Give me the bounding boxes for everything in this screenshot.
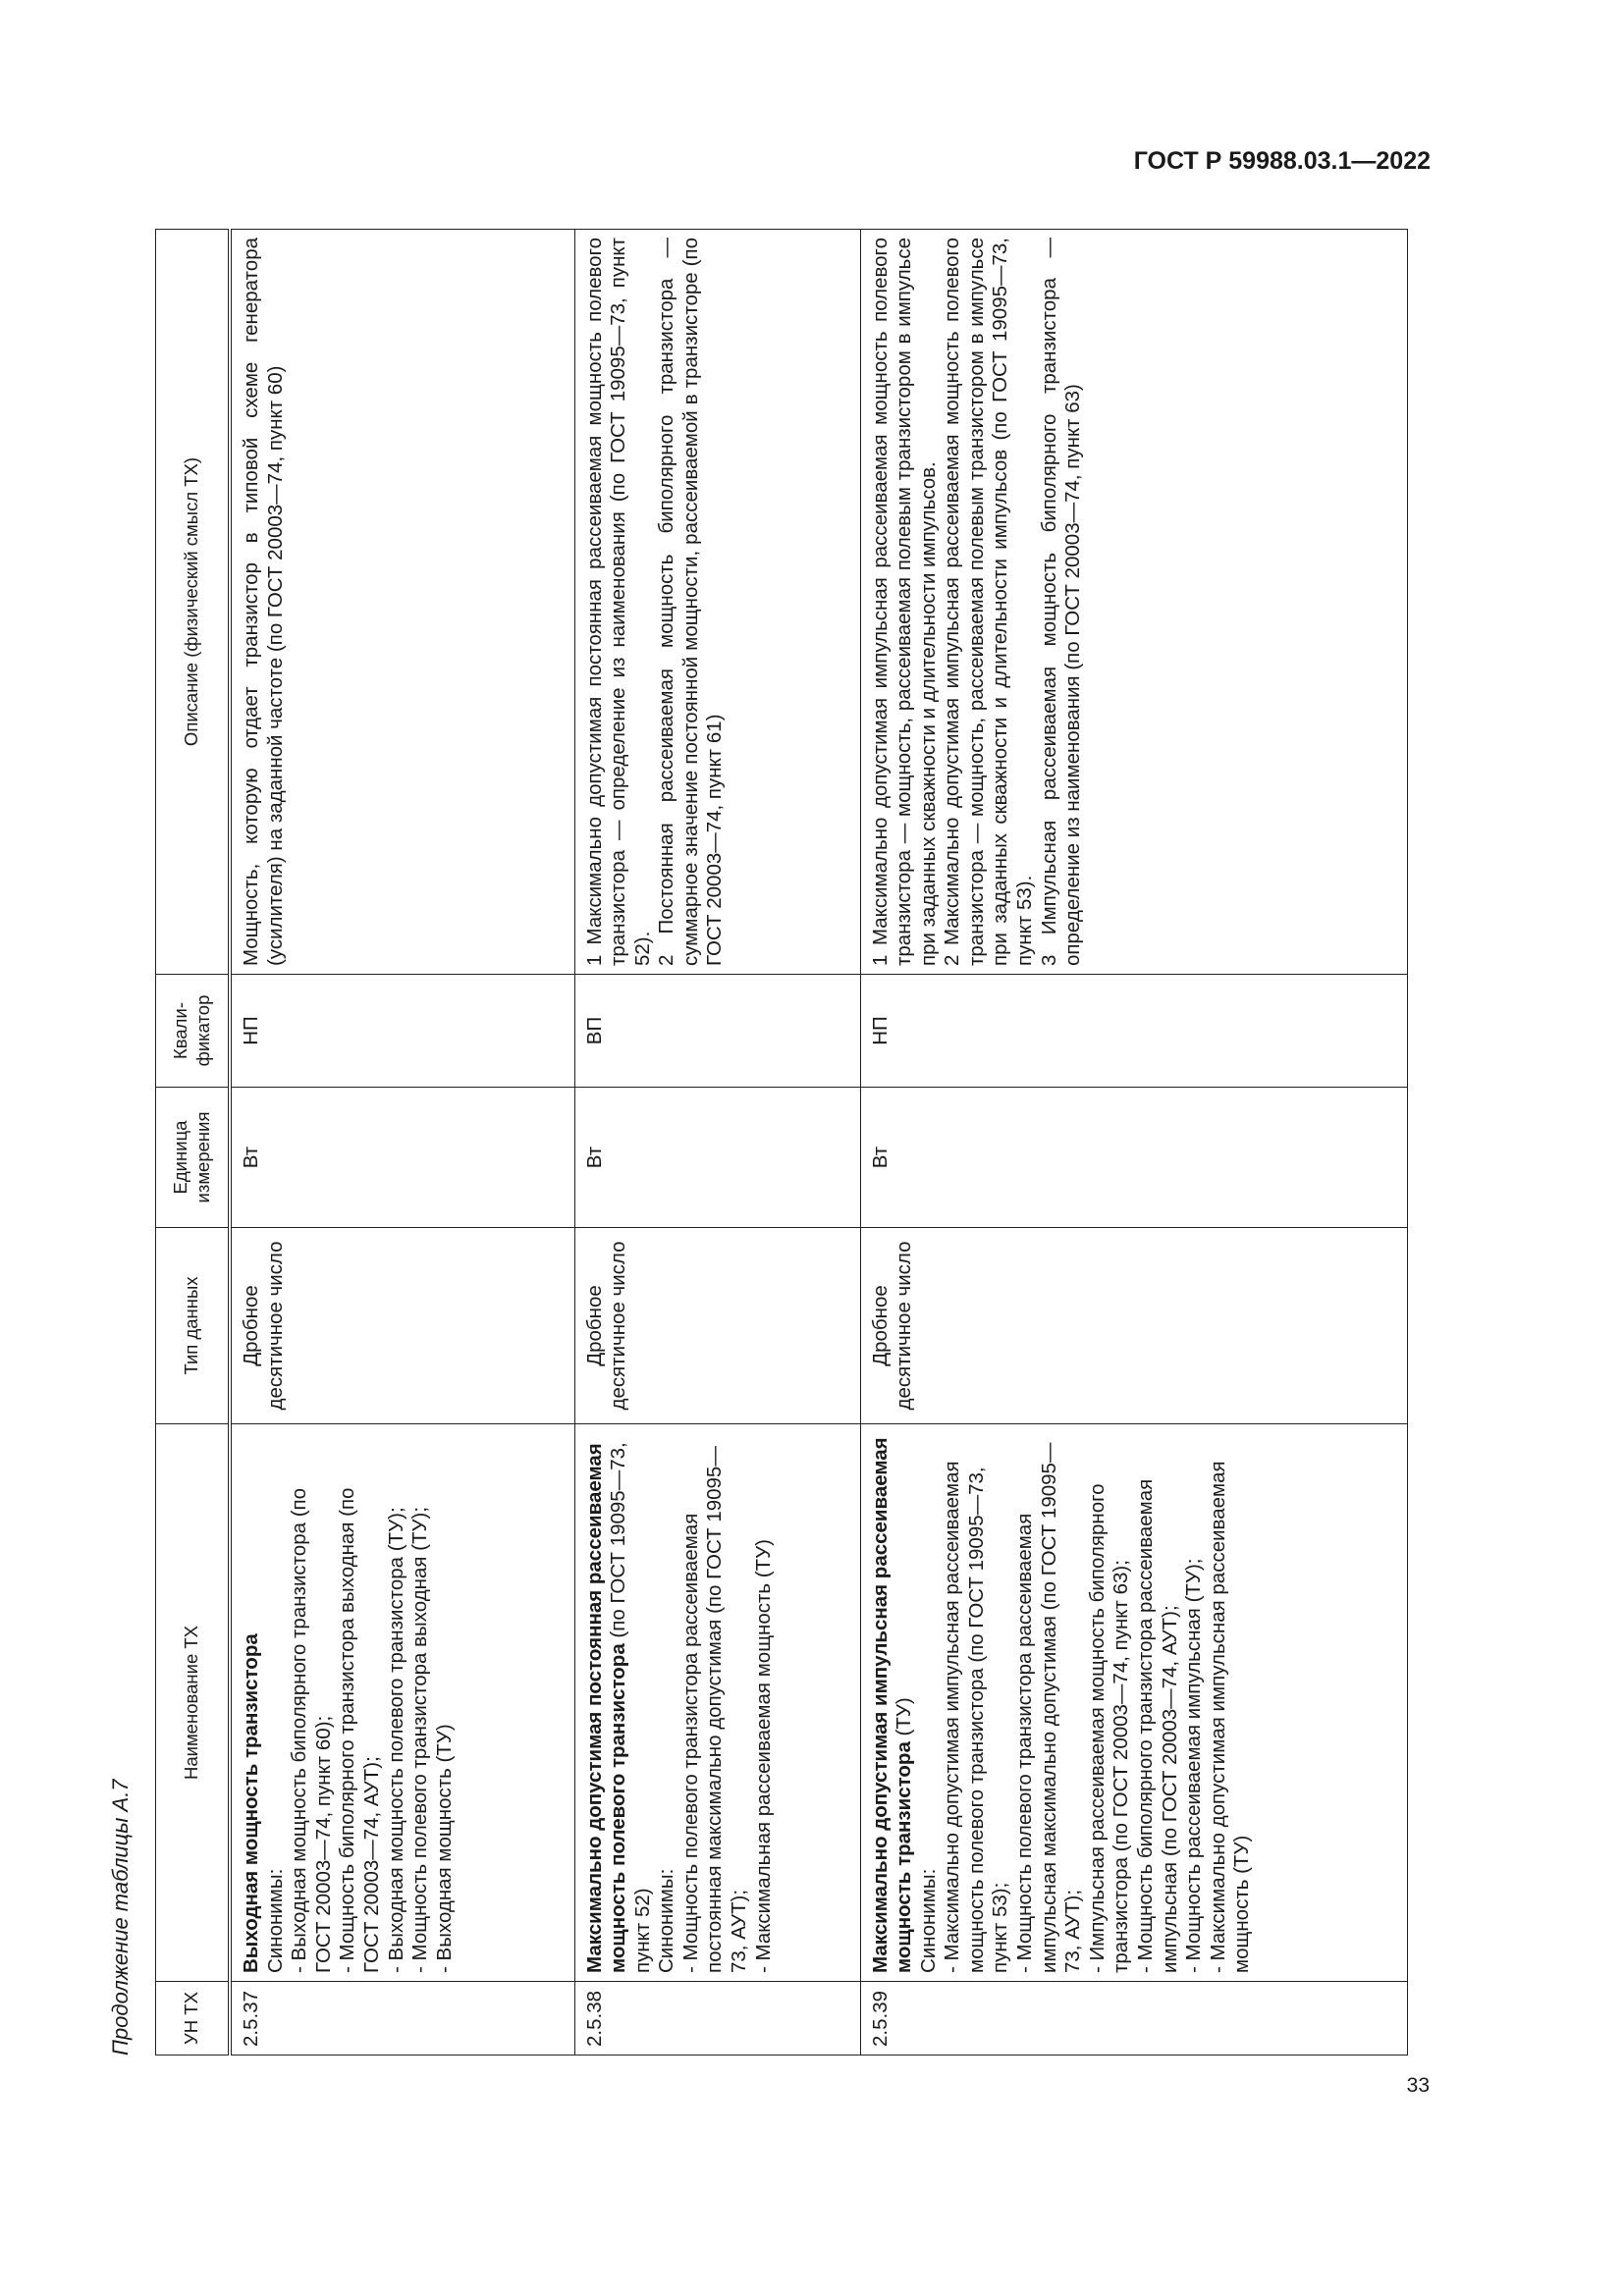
document-header: ГОСТ Р 59988.03.1—2022 (1133, 147, 1431, 175)
name-line: - Мощность полевого транзистора выходная (ТУ); (408, 1506, 432, 1973)
name-line: - Мощность рассеиваемая импульсная (ТУ); (1182, 1558, 1206, 1973)
cell-unit: Вт (860, 1088, 1407, 1228)
cell-type: Дробное десятичное число (574, 1228, 860, 1424)
name-line: - Максимальная рассеиваемая мощность (ТУ) (751, 1539, 775, 1973)
name-line: Синонимы: (916, 1868, 940, 1973)
table-row (230, 230, 574, 2056)
column-header-unit: Единица измерения (156, 1088, 231, 1228)
name-line: - Импульсная рассеиваемая мощность биполярного транзистора (по ГОСТ 20003—74, пункт 63); (1085, 1483, 1133, 1973)
cell-code: 2.5.39 (860, 1982, 1407, 2056)
name-bold: Максимально допустимая постоянная рассеиваемая мощность полевого транзистора (582, 1443, 630, 1973)
cell-code: 2.5.38 (574, 1982, 860, 2056)
desc-line: 2 Постоянная рассеиваемая мощность биполярного транзистора — суммарное значение постоянной мощности, рассеиваемой в транзисторе (по ГОСТ 20003—74, пункт 61) (655, 238, 727, 966)
name-bold: Выходная мощность транзистора (240, 1633, 262, 1973)
name-line: - Выходная мощность (ТУ) (432, 1724, 456, 1973)
name-line: - Выходная мощность биполярного транзистора (по ГОСТ 20003—74, пункт 60); (288, 1487, 335, 1973)
cell-type: Дробное десятичное число (860, 1228, 1407, 1424)
cell-name (230, 1424, 574, 1982)
column-header-code: УН ТХ (156, 1982, 231, 2056)
name-line: - Мощность биполярного транзистора рассеиваемая импульсная (по ГОСТ 20003—74, АУТ); (1134, 1478, 1181, 1973)
name-line: Синонимы: (263, 1868, 287, 1973)
table-row (574, 230, 860, 2056)
cell-description (860, 230, 1407, 975)
name-line: Синонимы: (655, 1868, 678, 1973)
desc-line: Мощность, которую отдает транзистор в типовой схеме генератора (усилителя) на заданной частоте (по ГОСТ 20003—74, пункт 60) (240, 238, 287, 966)
column-header-qualifier: Квали-фикатор (156, 975, 231, 1088)
cell-name (860, 1424, 1407, 1982)
name-bold: Максимально допустимая импульсная рассеиваемая мощность транзистора (868, 1437, 916, 1973)
name-line: - Выходная мощность полевого транзистора (ТУ); (384, 1507, 407, 1973)
name-line: - Мощность полевого транзистора рассеиваемая импульсная максимально допустимая (по ГОСТ 19095—73, АУТ); (1013, 1442, 1085, 1973)
desc-line: 3 Импульсная рассеиваемая мощность биполярного транзистора — определение из наименования (по ГОСТ 20003—74, пункт 63) (1037, 238, 1085, 966)
cell-description (230, 230, 574, 975)
table-caption: Продолжение таблицы А.7 (108, 1779, 133, 2056)
characteristics-table (155, 229, 1408, 2056)
name-line: - Максимально допустимая импульсная рассеиваемая мощность (ТУ) (1206, 1461, 1254, 1973)
desc-line: 1 Максимально допустимая постоянная рассеиваемая мощность полевого транзистора — определение из наименования (по ГОСТ 19095—73, пункт 52). (582, 238, 654, 966)
cell-qualifier: НП (230, 975, 574, 1088)
table-header-row (156, 230, 231, 2056)
cell-name (574, 1424, 860, 1982)
name-line: - Мощность полевого транзистора рассеиваемая постоянная максимально допустимая (по ГОСТ 19095—73, АУТ); (678, 1446, 751, 1973)
desc-line: 1 Максимально допустимая импульсная рассеиваемая мощность полевого транзистора — мощность, рассеиваемая полевым транзистором в импульсе при заданных скважности и длительности импульсов. (868, 238, 940, 966)
cell-code: 2.5.37 (230, 1982, 574, 2056)
cell-unit: Вт (230, 1088, 574, 1228)
name-line: - Мощность биполярного транзистора выходная (по ГОСТ 20003—74, АУТ); (336, 1487, 383, 1973)
column-header-name: Наименование ТХ (156, 1424, 231, 1982)
table-row (860, 230, 1407, 2056)
cell-qualifier: НП (860, 975, 1407, 1088)
name-rest: (ТУ) (893, 1697, 916, 1742)
cell-type: Дробное десятичное число (230, 1228, 574, 1424)
desc-line: 2 Максимально допустимая импульсная рассеиваемая мощность полевого транзистора — мощность, рассеиваемая полевым транзистором в импульсе при заданных скважности и длительности импульсов (по ГОСТ 19095—73, пункт 53). (941, 238, 1037, 966)
column-header-description: Описание (физический смысл ТХ) (156, 230, 231, 975)
name-line: - Максимально допустимая импульсная рассеиваемая мощность полевого транзистора (по ГОСТ 19095—73, пункт 53); (941, 1461, 1012, 1973)
cell-unit: Вт (574, 1088, 860, 1228)
column-header-type: Тип данных (156, 1228, 231, 1424)
page-number: 33 (1406, 2074, 1430, 2097)
name-rest: (по ГОСТ 19095—73, пункт 52) (607, 1442, 654, 1973)
cell-description (574, 230, 860, 975)
cell-qualifier: ВП (574, 975, 860, 1088)
rotated-table-area (108, 230, 1404, 2056)
